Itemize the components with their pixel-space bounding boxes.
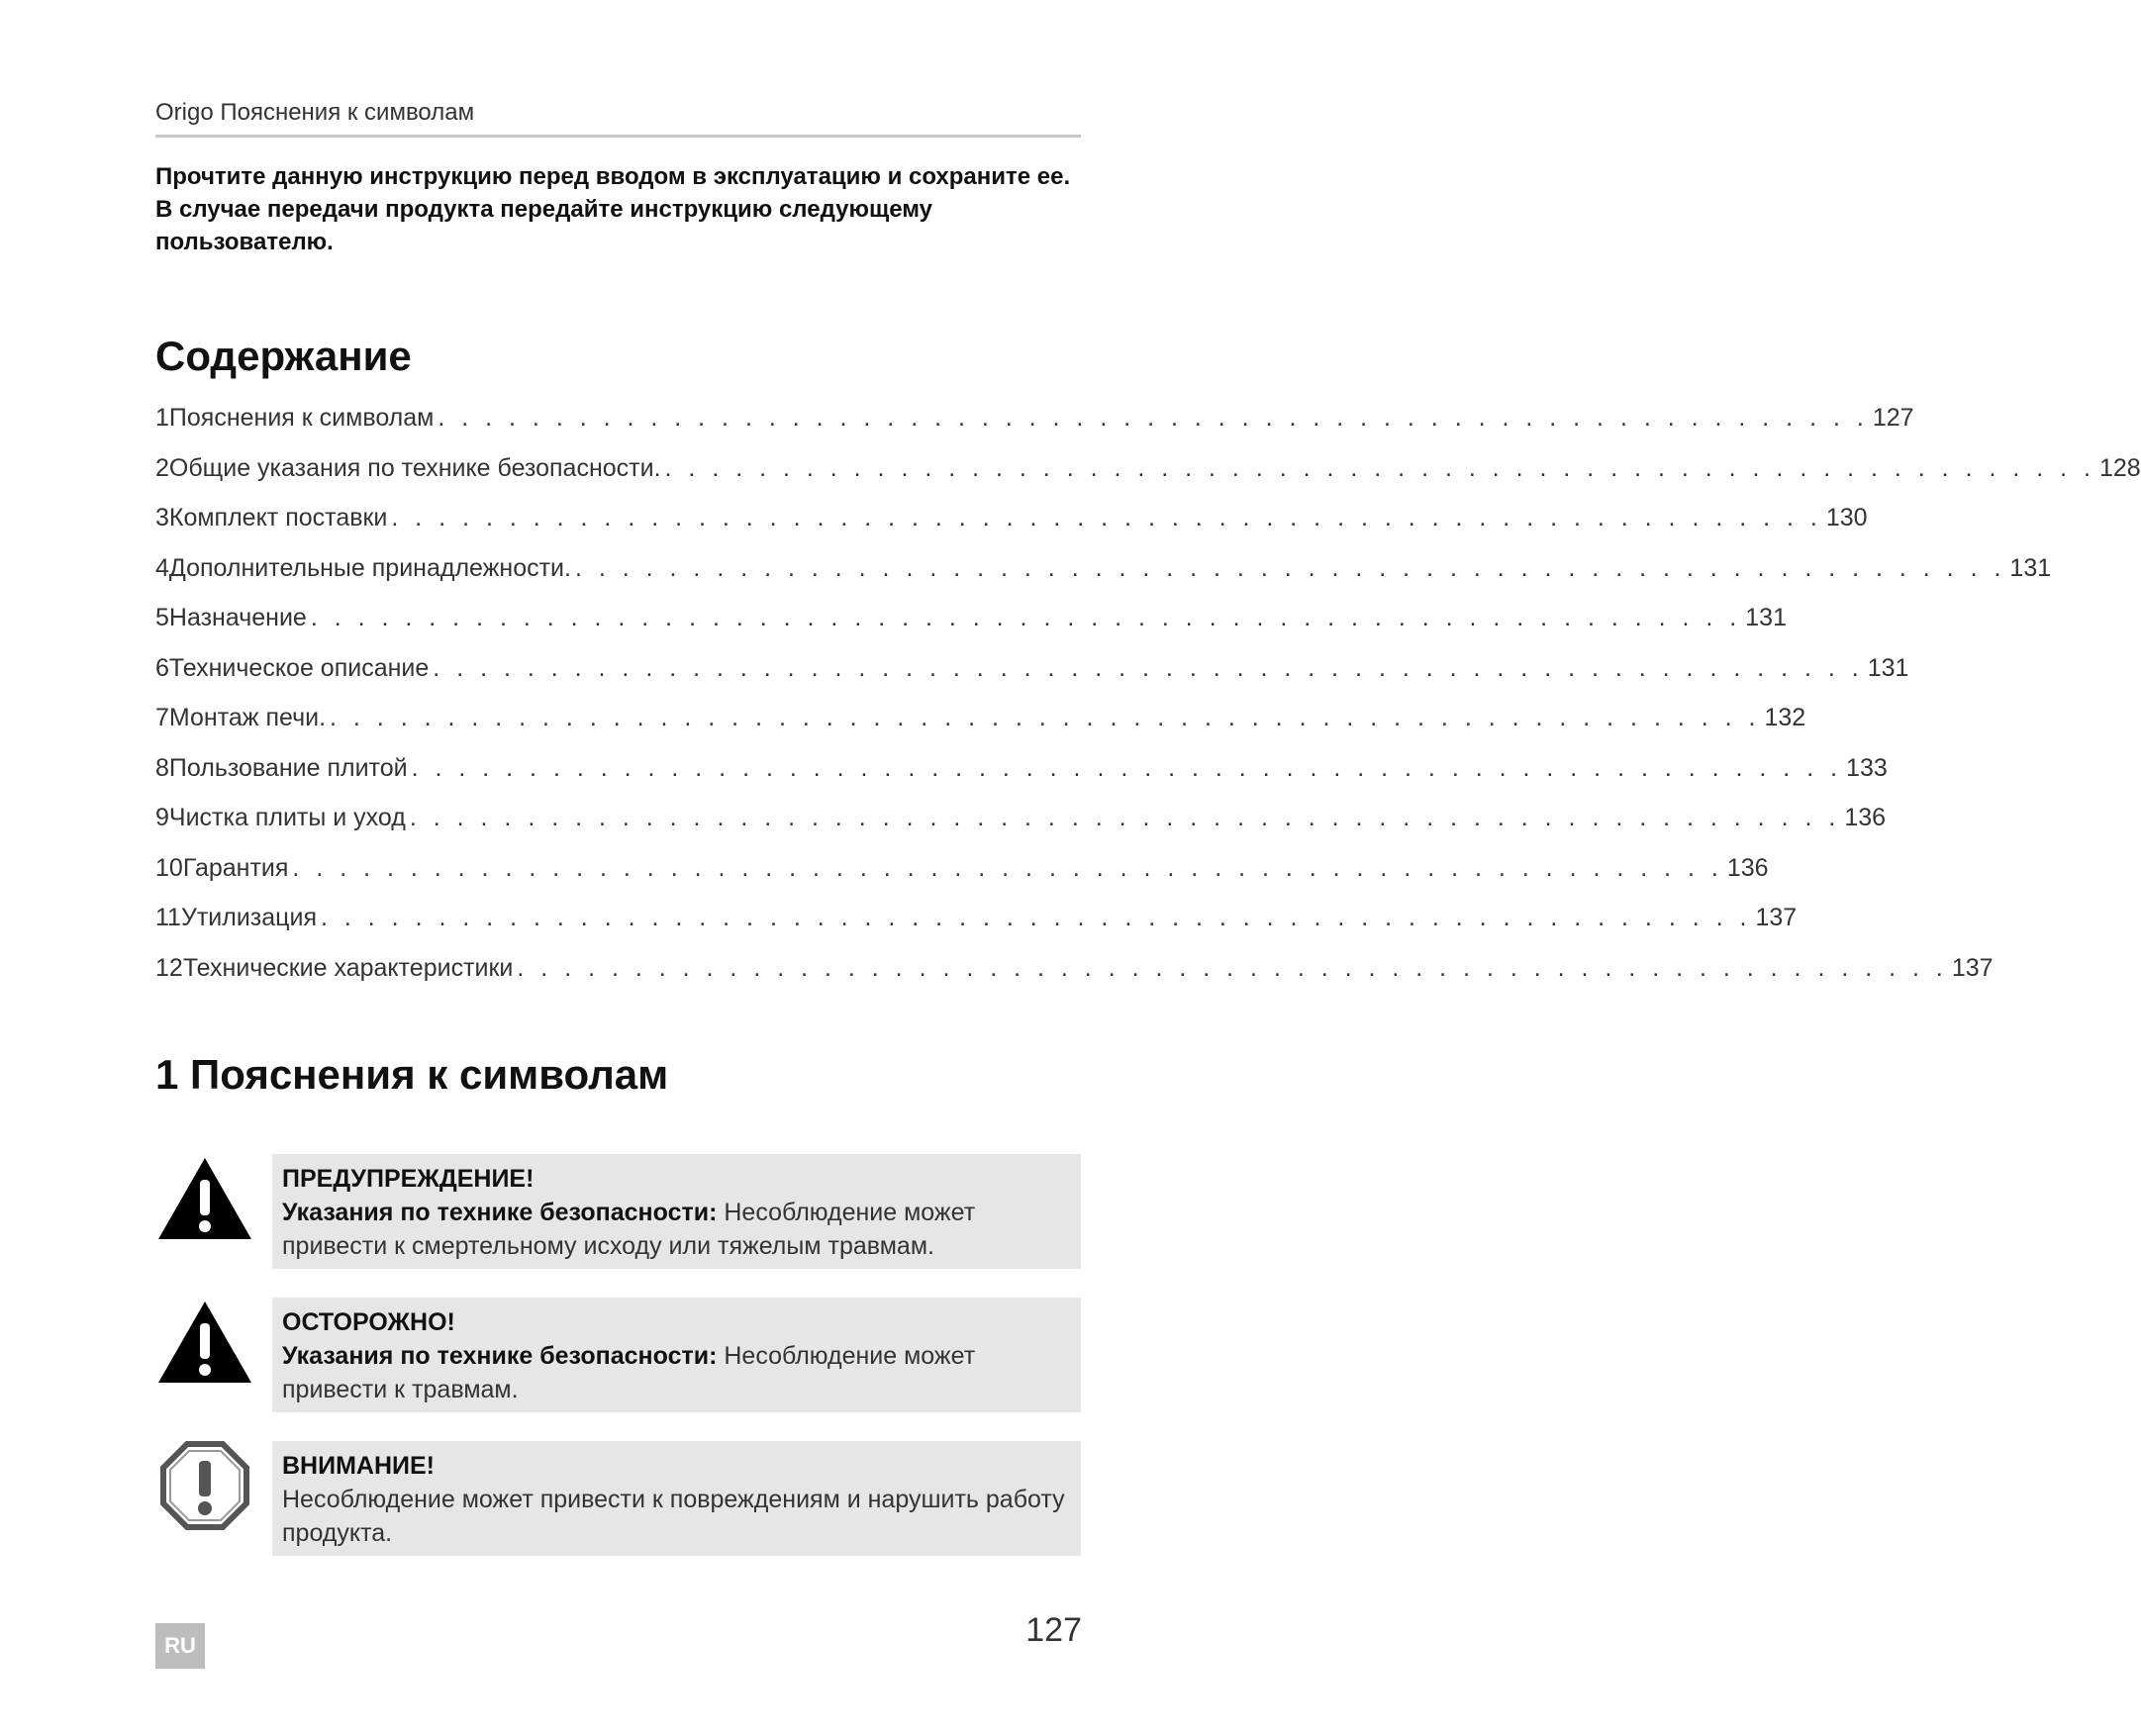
note-text: Несоблюдение может привести к смертельному исходу или тяжелым травмам. — [282, 1199, 976, 1260]
toc-item-page: 137 — [1755, 904, 1798, 931]
note-box — [272, 1298, 1081, 1412]
toc-item[interactable] — [155, 604, 1787, 654]
toc-item-leader: . . . . . . . . . . . . . . . . . . . . . . . . . . . . . . . . . . . . . . . . . . . . . . . . . . . . . . . . . . . . . — [391, 504, 1822, 531]
warning-triangle-icon — [155, 1154, 254, 1243]
toc-item[interactable] — [155, 404, 1914, 454]
toc-item-number: 5 — [155, 604, 169, 631]
toc-item[interactable] — [155, 853, 1769, 905]
toc-item-leader: . . . . . . . . . . . . . . . . . . . . . . . . . . . . . . . . . . . . . . . . . . . . . . . . . . . . . . . . . . . . . — [574, 553, 2006, 582]
toc-item-number: 10 — [155, 853, 183, 882]
table-of-contents — [155, 404, 2141, 1004]
toc-item-page: 132 — [1764, 704, 1806, 731]
note-heading: ПРЕДУПРЕЖДЕНИЕ! — [282, 1165, 535, 1193]
caution-note — [155, 1298, 1081, 1412]
toc-item-number: 6 — [155, 653, 169, 682]
toc-item[interactable] — [155, 753, 1888, 805]
toc-item-number: 2 — [155, 453, 169, 482]
toc-item-label: Монтаж печи. — [168, 704, 327, 731]
toc-item-label: Техническое описание — [168, 653, 430, 682]
toc-item-page: 133 — [1846, 753, 1888, 782]
toc-item-leader: . . . . . . . . . . . . . . . . . . . . . . . . . . . . . . . . . . . . . . . . . . . . . . . . . . . . . . . . . . . . . — [292, 853, 1723, 882]
toc-title: Содержание — [155, 333, 412, 379]
note-text: Несоблюдение может привести к повреждениям и нарушить работу продукта. — [282, 1486, 1065, 1547]
note-heading: ВНИМАНИЕ! — [282, 1452, 435, 1480]
toc-item-number: 12 — [155, 953, 183, 982]
intro-paragraph: Прочтите данную инструкцию перед вводом в эксплуатацию и сохраните ее. В случае передачи продукта передайте инструкцию следующему пользователю. — [155, 163, 1071, 255]
note-box — [272, 1154, 1081, 1269]
toc-item-leader: . . . . . . . . . . . . . . . . . . . . . . . . . . . . . . . . . . . . . . . . . . . . . . . . . . . . . . . . . . . . . — [330, 704, 1761, 731]
section-title: 1 Пояснения к символам — [155, 1051, 669, 1098]
toc-item-number: 11 — [155, 904, 181, 931]
toc-item-number: 8 — [155, 753, 169, 782]
toc-item-page: 136 — [1726, 853, 1769, 882]
toc-item-label: Пояснения к символам — [168, 404, 435, 432]
toc-item-leader: . . . . . . . . . . . . . . . . . . . . . . . . . . . . . . . . . . . . . . . . . . . . . . . . . . . . . . . . . . . . . — [433, 653, 1864, 682]
toc-item-page: 127 — [1872, 404, 1914, 432]
toc-item-label: Пользование плитой — [168, 753, 408, 782]
toc-item-page: 137 — [1951, 953, 1994, 982]
toc-item-page: 130 — [1825, 504, 1868, 531]
note-text: Несоблюдение может привести к травмам. — [282, 1342, 976, 1403]
toc-item-leader: . . . . . . . . . . . . . . . . . . . . . . . . . . . . . . . . . . . . . . . . . . . . . . . . . . . . . . . . . . . . . — [321, 904, 1752, 931]
toc-item-leader: . . . . . . . . . . . . . . . . . . . . . . . . . . . . . . . . . . . . . . . . . . . . . . . . . . . . . . . . . . . . . — [517, 953, 1948, 982]
toc-item-leader: . . . . . . . . . . . . . . . . . . . . . . . . . . . . . . . . . . . . . . . . . . . . . . . . . . . . . . . . . . . . . — [438, 404, 1869, 432]
toc-item-label: Чистка плиты и уход — [168, 804, 406, 831]
note-lead: Указания по технике безопасности: — [282, 1199, 718, 1226]
toc-item-leader: . . . . . . . . . . . . . . . . . . . . . . . . . . . . . . . . . . . . . . . . . . . . . . . . . . . . . . . . . . . . . — [409, 804, 1841, 831]
toc-item[interactable] — [155, 504, 1868, 554]
toc-item-page: 136 — [1844, 804, 1887, 831]
running-header: Origo Пояснения к символам — [155, 99, 1081, 138]
toc-item-page: 128 — [2098, 453, 2141, 482]
toc-item-label: Общие указания по технике безопасности. — [168, 453, 661, 482]
toc-item[interactable] — [155, 704, 1806, 754]
warning-note — [155, 1154, 1081, 1269]
toc-item-page: 131 — [1867, 653, 1909, 682]
note-heading: ОСТОРОЖНО! — [282, 1308, 455, 1336]
toc-item-leader: . . . . . . . . . . . . . . . . . . . . . . . . . . . . . . . . . . . . . . . . . . . . . . . . . . . . . . . . . . . . . — [310, 604, 1742, 631]
toc-item-number: 7 — [155, 704, 169, 731]
toc-item[interactable] — [155, 904, 1798, 954]
toc-item-number: 1 — [155, 404, 169, 432]
note-box — [272, 1441, 1081, 1556]
caution-triangle-icon — [155, 1298, 254, 1387]
toc-item-page: 131 — [1745, 604, 1787, 631]
toc-item-leader: . . . . . . . . . . . . . . . . . . . . . . . . . . . . . . . . . . . . . . . . . . . . . . . . . . . . . . . . . . . . . — [411, 753, 1843, 782]
note-lead: Указания по технике безопасности: — [282, 1342, 718, 1370]
toc-item[interactable] — [155, 804, 1887, 854]
toc-item-number: 3 — [155, 504, 169, 531]
toc-item[interactable] — [155, 553, 2052, 605]
toc-item[interactable] — [155, 653, 1909, 705]
page-number: 127 — [1025, 1611, 1082, 1649]
toc-item-page: 131 — [2009, 553, 2052, 582]
toc-item-label: Технические характеристики — [182, 953, 514, 982]
notice-octagon-icon — [155, 1441, 254, 1530]
toc-item-label: Гарантия — [182, 853, 289, 882]
toc-item-number: 9 — [155, 804, 169, 831]
toc-item-leader: . . . . . . . . . . . . . . . . . . . . . . . . . . . . . . . . . . . . . . . . . . . . . . . . . . . . . . . . . . . . . — [664, 453, 2095, 482]
toc-item-label: Утилизация — [180, 904, 317, 931]
toc-item-number: 4 — [155, 553, 169, 582]
toc-item-label: Комплект поставки — [168, 504, 388, 531]
notice-note — [155, 1441, 1081, 1556]
toc-item[interactable] — [155, 953, 1994, 1005]
toc-item-label: Назначение — [168, 604, 307, 631]
language-badge: RU — [155, 1623, 205, 1669]
toc-item-label: Дополнительные принадлежности. — [168, 553, 571, 582]
toc-item[interactable] — [155, 453, 2141, 505]
